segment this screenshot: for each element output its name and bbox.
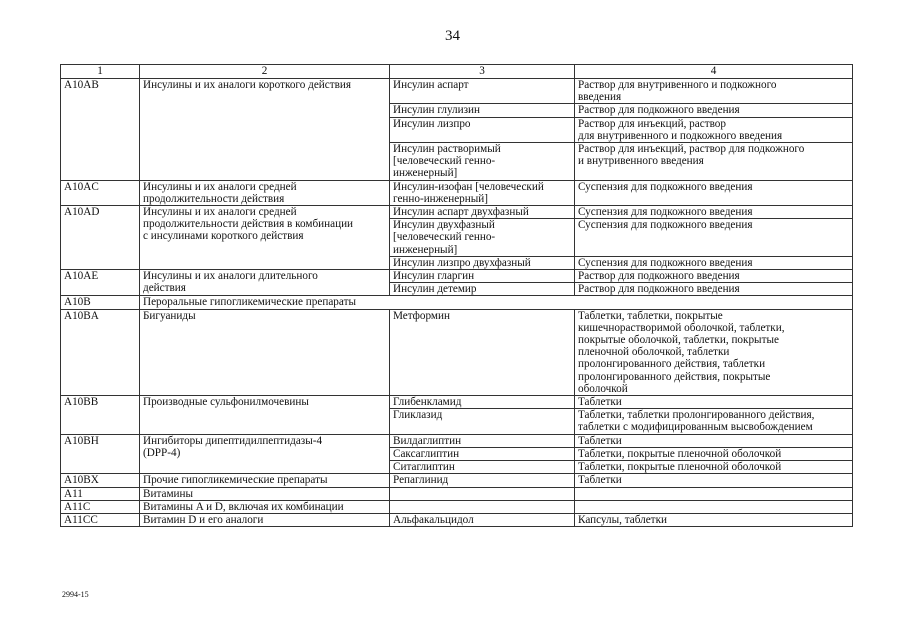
atc-code: A11 — [61, 487, 140, 500]
table-row — [61, 487, 853, 500]
column-header: 1 — [61, 65, 140, 79]
drug-name: Альфакальцидол — [390, 513, 575, 526]
page-number: 34 — [445, 28, 460, 44]
dosage-form: Таблетки, покрытые пленочной оболочкой — [575, 447, 853, 460]
atc-code: A10BX — [61, 474, 140, 487]
column-header: 2 — [140, 65, 390, 79]
dosage-form: Суспензия для подкожного введения — [575, 206, 853, 219]
table-row — [61, 396, 853, 409]
table-row — [61, 270, 853, 283]
dosage-form: Раствор для внутривенного и подкожного введения — [575, 79, 853, 104]
drug-name: Саксаглиптин — [390, 447, 575, 460]
atc-code: A10BA — [61, 309, 140, 395]
drug-name: Инсулин гларгин — [390, 270, 575, 283]
table-row — [61, 206, 853, 219]
column-header: 3 — [390, 65, 575, 79]
atc-code: A10AD — [61, 206, 140, 270]
dosage-form: Раствор для инъекций, раствор для внутривенного и подкожного введения — [575, 117, 853, 142]
drug-name: Инсулин лизпро двухфазный — [390, 256, 575, 269]
drug-name: Ситаглиптин — [390, 461, 575, 474]
group-name: Бигуаниды — [140, 309, 390, 395]
table-row — [61, 296, 853, 309]
drug-name: Репаглинид — [390, 474, 575, 487]
dosage-form: Раствор для подкожного введения — [575, 283, 853, 296]
dosage-form: Суспензия для подкожного введения — [575, 180, 853, 205]
dosage-form: Таблетки, покрытые пленочной оболочкой — [575, 461, 853, 474]
drug-name — [390, 487, 575, 500]
drug-name: Инсулин аспарт двухфазный — [390, 206, 575, 219]
drug-name: Инсулин аспарт — [390, 79, 575, 104]
group-name: Производные сульфонилмочевины — [140, 396, 390, 435]
group-name: Витамины A и D, включая их комбинации — [140, 500, 390, 513]
atc-code: A10AB — [61, 79, 140, 181]
header-row — [61, 65, 853, 79]
table-row — [61, 434, 853, 447]
group-name: Пероральные гипогликемические препараты — [140, 296, 853, 309]
dosage-form: Капсулы, таблетки — [575, 513, 853, 526]
drug-name: Глибенкламид — [390, 396, 575, 409]
dosage-form: Таблетки — [575, 396, 853, 409]
table-row — [61, 500, 853, 513]
group-name: Инсулины и их аналоги средней продолжительности действия — [140, 180, 390, 205]
drug-name: Инсулин лизпро — [390, 117, 575, 142]
column-header: 4 — [575, 65, 853, 79]
group-name: Инсулины и их аналоги короткого действия — [140, 79, 390, 181]
drug-name — [390, 500, 575, 513]
table-row — [61, 79, 853, 104]
table-row — [61, 474, 853, 487]
drug-name: Гликлазид — [390, 409, 575, 434]
dosage-form: Суспензия для подкожного введения — [575, 256, 853, 269]
footer-code: 2994-15 — [62, 590, 89, 599]
table-row — [61, 513, 853, 526]
atc-code: A10BH — [61, 434, 140, 474]
table-row — [61, 180, 853, 205]
dosage-form: Суспензия для подкожного введения — [575, 219, 853, 257]
dosage-form — [575, 487, 853, 500]
dosage-form: Раствор для инъекций, раствор для подкожного и внутривенного введения — [575, 143, 853, 181]
dosage-form: Таблетки, таблетки пролонгированного действия, таблетки с модифицированным высвобождением — [575, 409, 853, 434]
drug-name: Инсулин глулизин — [390, 104, 575, 117]
dosage-form: Таблетки — [575, 474, 853, 487]
drug-name: Инсулин растворимый [человеческий генно- инженерный] — [390, 143, 575, 181]
dosage-form: Раствор для подкожного введения — [575, 270, 853, 283]
group-name: Витамин D и его аналоги — [140, 513, 390, 526]
dosage-form: Раствор для подкожного введения — [575, 104, 853, 117]
atc-code: A10AC — [61, 180, 140, 205]
dosage-form: Таблетки, таблетки, покрытые кишечнорастворимой оболочкой, таблетки, покрытые оболочкой, таблетки, покрытые пленочной оболочкой, таблетки пролонгированного действия, таблетки пролонгированного действия, покрытые оболочкой — [575, 309, 853, 395]
atc-code: A11CC — [61, 513, 140, 526]
group-name: Инсулины и их аналоги средней продолжительности действия в комбинации с инсулинами короткого действия — [140, 206, 390, 270]
group-name: Витамины — [140, 487, 390, 500]
group-name: Ингибиторы дипептидилпептидазы-4 (DPP-4) — [140, 434, 390, 474]
drug-name: Инсулин двухфазный [человеческий генно- инженерный] — [390, 219, 575, 257]
group-name: Прочие гипогликемические препараты — [140, 474, 390, 487]
drug-name: Инсулин-изофан [человеческий генно-инженерный] — [390, 180, 575, 205]
atc-code: A10B — [61, 296, 140, 309]
atc-code: A11C — [61, 500, 140, 513]
group-name: Инсулины и их аналоги длительного действия — [140, 270, 390, 296]
table-row — [61, 309, 853, 395]
atc-code: A10BB — [61, 396, 140, 435]
atc-code: A10AE — [61, 270, 140, 296]
table-body — [61, 79, 853, 527]
dosage-form — [575, 500, 853, 513]
drug-name: Вилдаглиптин — [390, 434, 575, 447]
drug-name: Метформин — [390, 309, 575, 395]
drug-name: Инсулин детемир — [390, 283, 575, 296]
dosage-form: Таблетки — [575, 434, 853, 447]
drug-table — [60, 64, 853, 527]
